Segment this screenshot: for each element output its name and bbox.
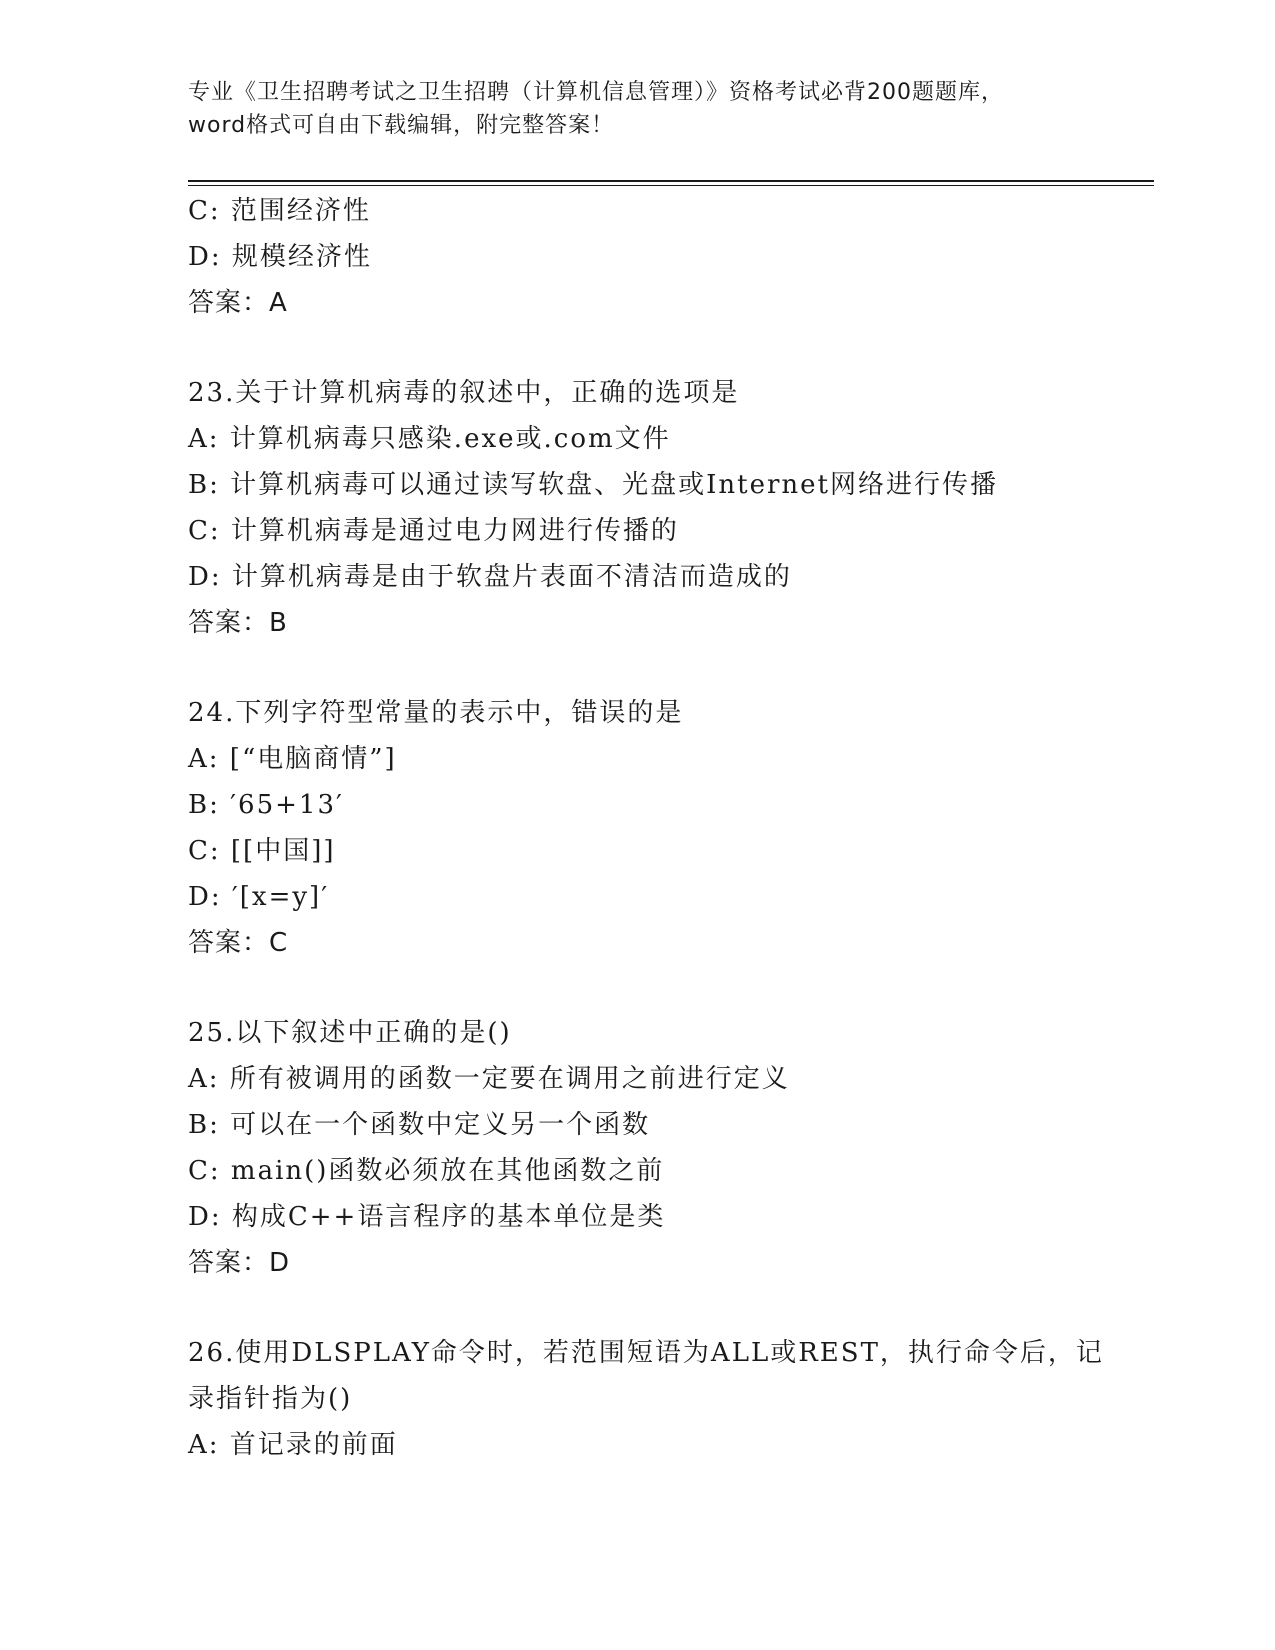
- header-title-line-2: word格式可自由下载编辑，附完整答案！: [188, 113, 615, 138]
- q26-option-a: A: 首记录的前面: [188, 1430, 398, 1460]
- question-block-25: [188, 1010, 1118, 1286]
- spacer: [188, 1286, 1118, 1330]
- header-divider-thin: [188, 185, 1154, 186]
- q23-option-b: B: 计算机病毒可以通过读写软盘、光盘或Internet网络进行传播: [188, 470, 998, 500]
- q26-question-line-2: 录指针指为(): [188, 1384, 353, 1414]
- q23-option-a: A: 计算机病毒只感染.exe或.com文件: [188, 424, 671, 454]
- question-block-26: [188, 1330, 1118, 1468]
- q25-option-b: B: 可以在一个函数中定义另一个函数: [188, 1110, 651, 1140]
- q25-question: 25.以下叙述中正确的是(): [188, 1018, 512, 1048]
- q22-answer: 答案：A: [188, 288, 288, 318]
- header-title-line-1: 专业《卫生招聘考试之卫生招聘（计算机信息管理）》资格考试必背200题题库，: [188, 80, 1004, 105]
- q24-option-c: C: [[中国]]: [188, 836, 336, 866]
- q24-option-b: B: ′65+13′: [188, 790, 344, 820]
- header-divider-thick: [188, 180, 1154, 182]
- q23-answer: 答案：B: [188, 608, 288, 638]
- question-block-24: [188, 690, 1118, 966]
- spacer: [188, 966, 1118, 1010]
- q22-option-c: C: 范围经济性: [188, 196, 371, 226]
- q23-option-d: D: 计算机病毒是由于软盘片表面不清洁而造成的: [188, 562, 792, 592]
- q23-question: 23.关于计算机病毒的叙述中，正确的选项是: [188, 378, 740, 408]
- q22-option-d: D: 规模经济性: [188, 242, 372, 272]
- question-block-22: [188, 188, 1118, 326]
- q25-answer: 答案：D: [188, 1248, 291, 1278]
- q24-option-d: D: ′[x=y]′: [188, 882, 330, 912]
- q26-question-line-1: 26.使用DLSPLAY命令时，若范围短语为ALL或REST，执行命令后，记: [188, 1338, 1104, 1368]
- q24-answer: 答案：C: [188, 928, 289, 958]
- question-list: [188, 188, 1118, 1468]
- q23-option-c: C: 计算机病毒是通过电力网进行传播的: [188, 516, 679, 546]
- q25-option-d: D: 构成C++语言程序的基本单位是类: [188, 1202, 666, 1232]
- spacer: [188, 646, 1118, 690]
- spacer: [188, 326, 1118, 370]
- q24-question: 24.下列字符型常量的表示中，错误的是: [188, 698, 684, 728]
- question-block-23: [188, 370, 1118, 646]
- q24-option-a: A: [“电脑商情”]: [188, 744, 397, 774]
- document-header: [188, 76, 1088, 142]
- q25-option-a: A: 所有被调用的函数一定要在调用之前进行定义: [188, 1064, 790, 1094]
- q25-option-c: C: main()函数必须放在其他函数之前: [188, 1156, 665, 1186]
